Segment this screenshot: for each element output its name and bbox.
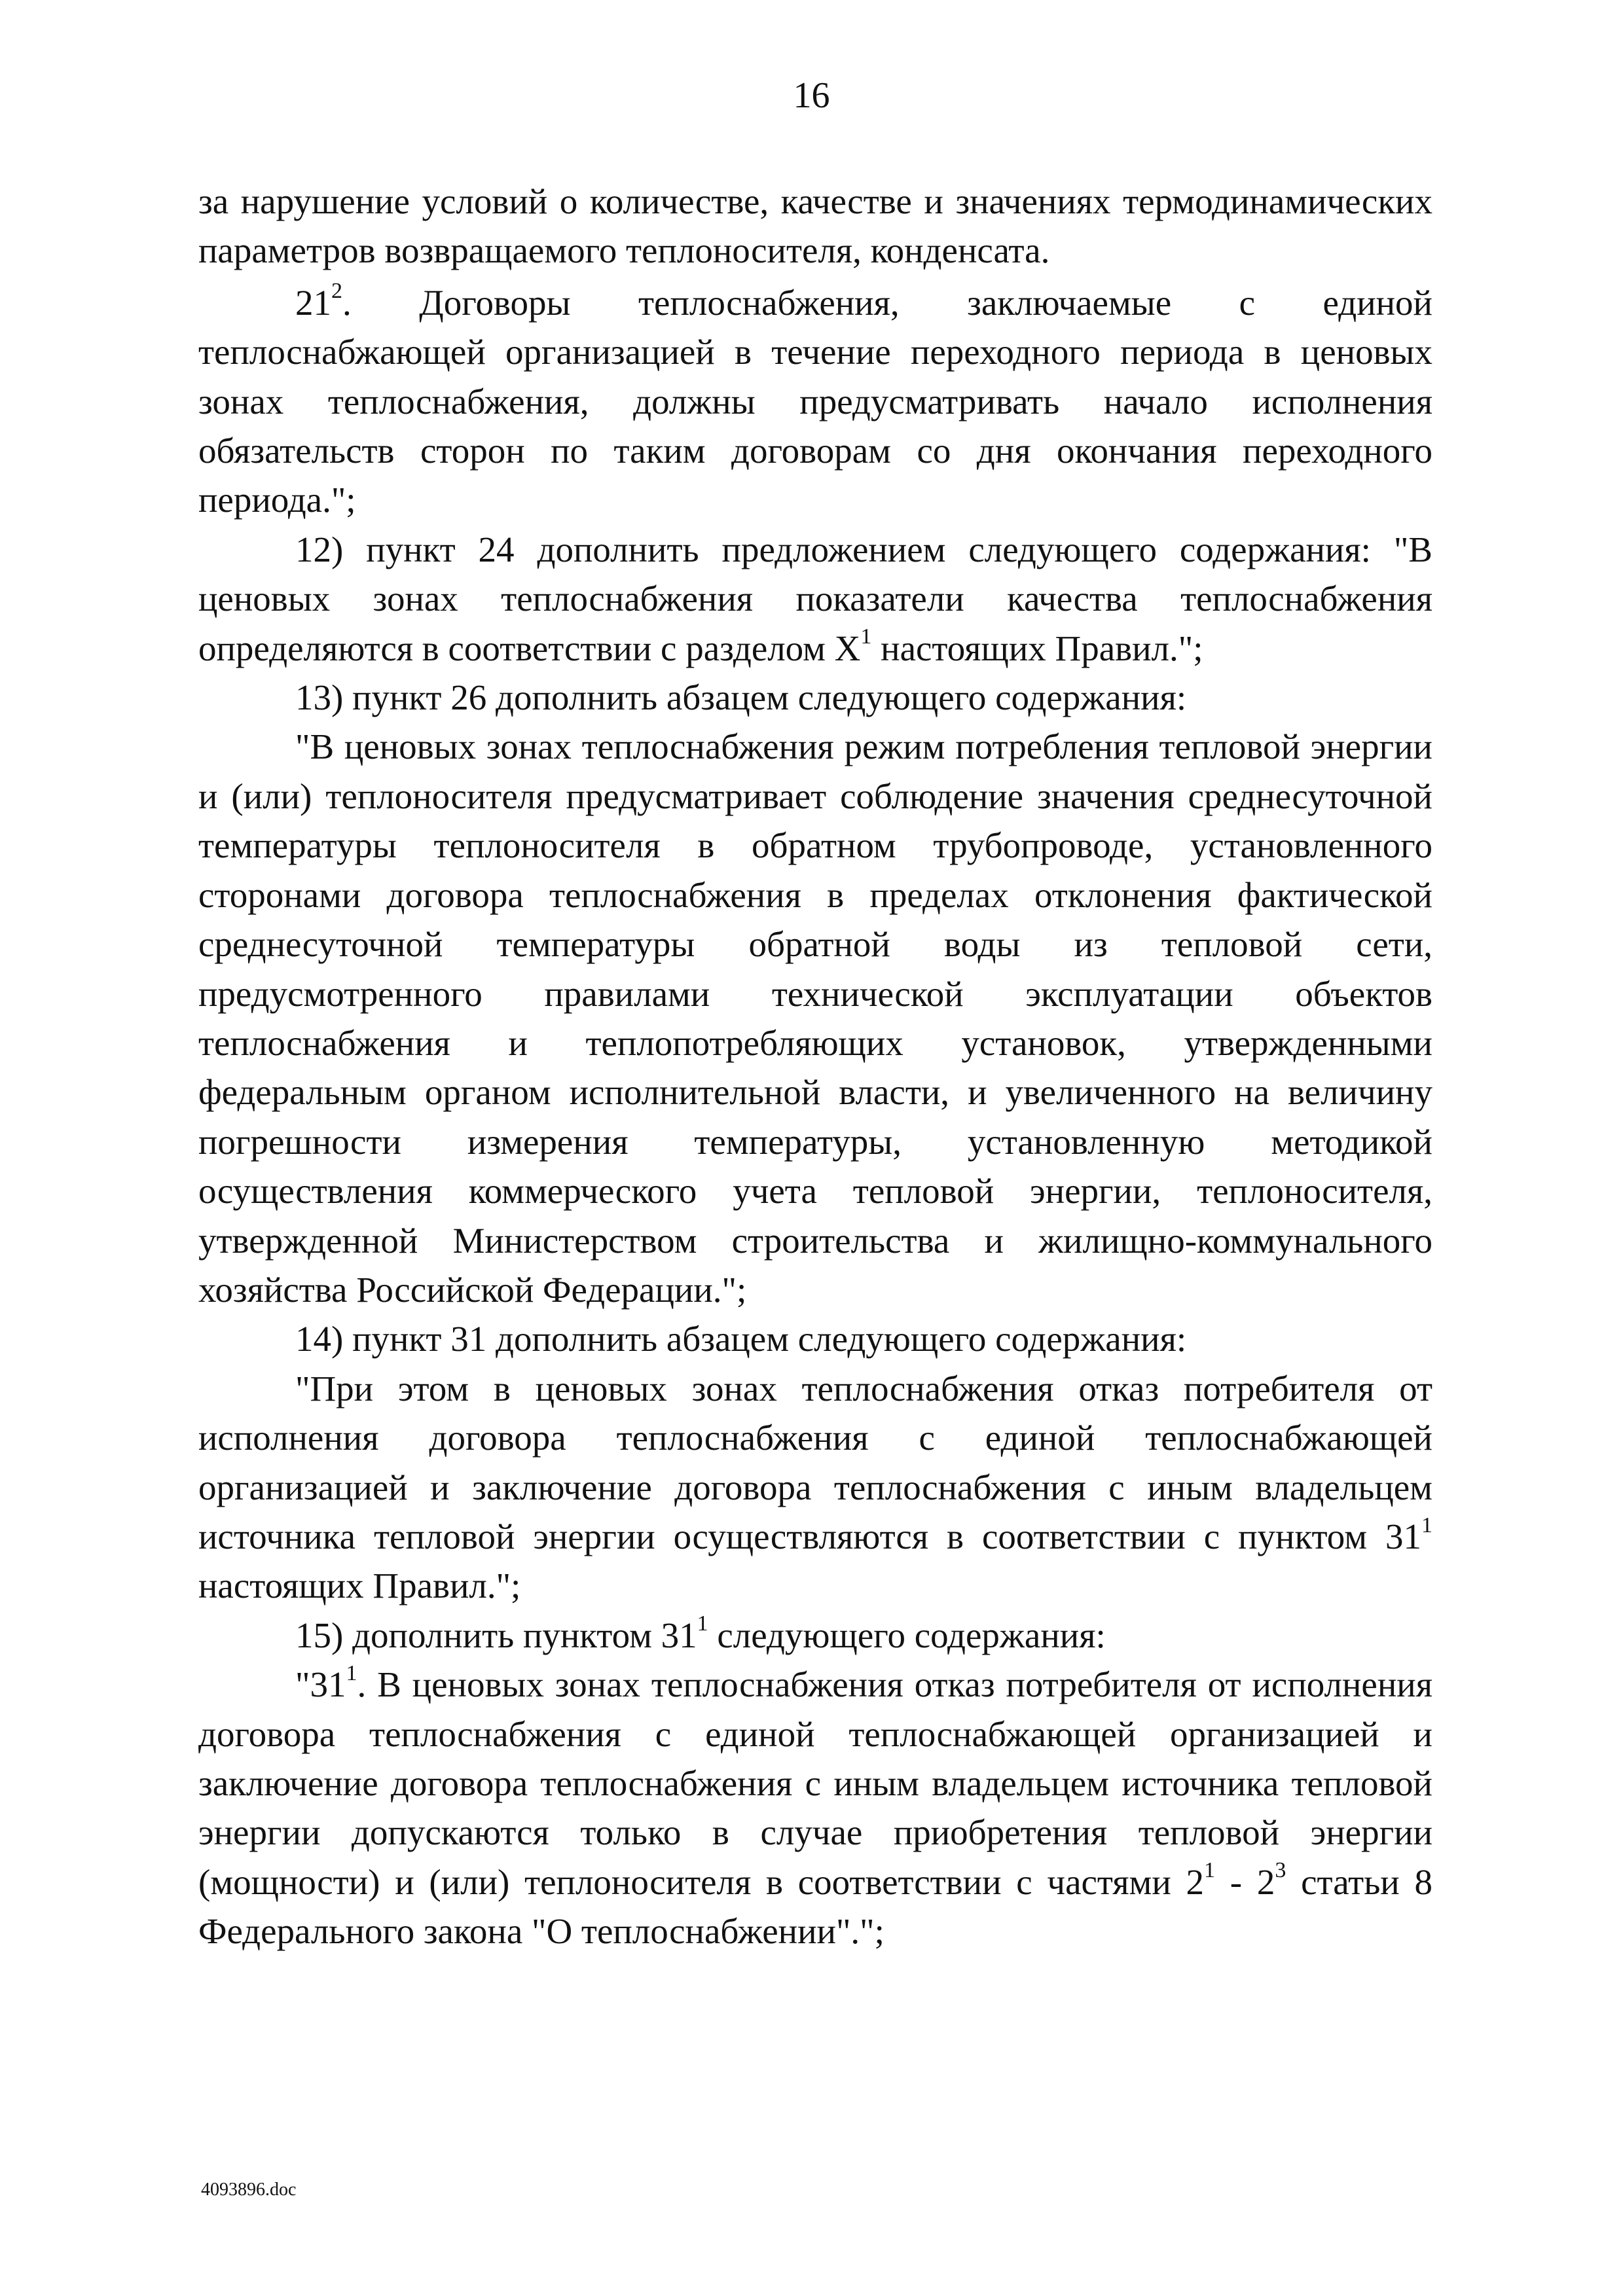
page-number: 16 [793,75,830,116]
paragraph-7-text-before: "При этом в ценовых зонах теплоснабжения отказ потребителя от исполнения договора теплоснабжения с единой теплоснабжающей организацией и заключение договора теплоснабжения с иным владельцем источника тепловой энергии осуществляются в соответствии с пунктом 31 [198,1368,1432,1556]
document-file-id: 4093896.doc [201,2179,297,2200]
paragraph-1 [198,177,1432,276]
paragraph-2-text: . Договоры теплоснабжения, заключаемые с единой теплоснабжающей организацией в течение переходного периода в ценовых зонах теплоснабжения, должны предусматривать начало исполнения обязательств сторон по таким договорам со дня окончания переходного периода."; [198,282,1432,520]
paragraph-8 [198,1611,1432,1660]
paragraph-5 [198,722,1432,1314]
paragraph-9-text-c: статьи 8 Федерального закона "О теплоснабжении"."; [198,1861,1432,1952]
paragraph-8-text-after: следующего содержания: [708,1615,1106,1655]
paragraph-9-lead: "31 [295,1664,346,1705]
paragraph-2-superscript: 2 [331,279,342,304]
paragraph-7-superscript: 1 [1421,1513,1432,1537]
paragraph-9-text-b: - 2 [1215,1861,1275,1902]
paragraph-3 [198,525,1432,673]
paragraph-4-text: 13) пункт 26 дополнить абзацем следующего содержания: [295,677,1187,718]
paragraph-3-text-before: 12) пункт 24 дополнить предложением следующего содержания: "В ценовых зонах теплоснабжения показатели качества теплоснабжения определяются в соответствии с разделом X [198,529,1432,668]
document-body [198,177,1432,1956]
paragraph-8-text-before: 15) дополнить пунктом 31 [295,1615,697,1655]
paragraph-4 [198,673,1432,722]
paragraph-9-superscript-a: 1 [1204,1858,1215,1883]
paragraph-6 [198,1314,1432,1363]
paragraph-9-superscript-b: 3 [1275,1858,1286,1883]
paragraph-1-text: за нарушение условий о количестве, качестве и значениях термодинамических параметров возвращаемого теплоносителя, конденсата. [198,181,1432,271]
paragraph-9-lead-superscript: 1 [346,1660,357,1685]
paragraph-3-superscript: 1 [860,624,872,649]
paragraph-7-text-after: настоящих Правил."; [198,1566,521,1606]
paragraph-2 [198,278,1432,525]
paragraph-5-text: "В ценовых зонах теплоснабжения режим потребления тепловой энергии и (или) теплоносителя предусматривает соблюдение значения среднесуточной температуры теплоносителя в обратном трубопроводе, установленного сторонами договора теплоснабжения в пределах отклонения фактической среднесуточной температуры обратной воды из тепловой сети, предусмотренного правилами технической эксплуатации объектов теплоснабжения и теплопотребляющих установок, утвержденными федеральным органом исполнительной власти, и увеличенного на величину погрешности измерения температуры, установленную методикой осуществления коммерческого учета тепловой энергии, теплоносителя, утвержденной Министерством строительства и жилищно-коммунального хозяйства Российской Федерации."; [198,726,1432,1310]
paragraph-2-number: 21 [295,282,331,323]
paragraph-9-text-a: . В ценовых зонах теплоснабжения отказ потребителя от исполнения договора теплоснабжения с единой теплоснабжающей организацией и заключение договора теплоснабжения с иным владельцем источника тепловой энергии допускаются только в случае приобретения тепловой энергии (мощности) и (или) теплоносителя в соответствии с частями 2 [198,1664,1432,1902]
paragraph-8-superscript: 1 [697,1611,708,1636]
paragraph-3-text-after: настоящих Правил."; [871,628,1203,668]
paragraph-6-text: 14) пункт 31 дополнить абзацем следующего содержания: [295,1319,1187,1359]
paragraph-9 [198,1660,1432,1956]
paragraph-7 [198,1364,1432,1611]
